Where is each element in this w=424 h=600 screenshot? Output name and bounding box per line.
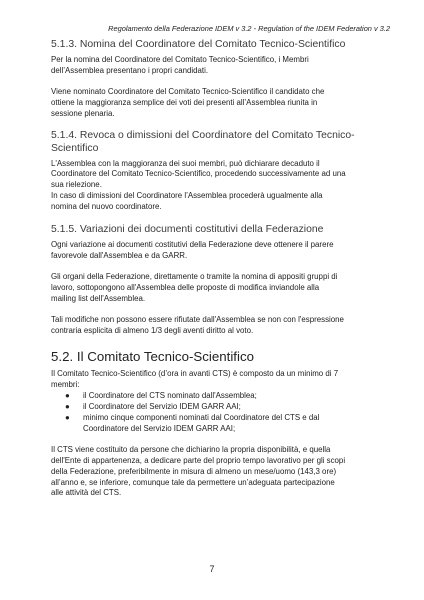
paragraph xyxy=(51,445,373,500)
text-line: Tali modifiche non possono essere rifiutate dall'Assemblea se non con l'espressione xyxy=(51,314,344,324)
section-5-1-3 xyxy=(51,38,373,120)
bullet-list xyxy=(51,391,373,435)
text-line: il Coordinatore del CTS nominato dall'Assemblea; xyxy=(83,391,257,401)
text-line: contraria esplicita di almeno 1/3 degli aventi diritto al voto. xyxy=(51,325,254,335)
text-line: sua rielezione. xyxy=(51,180,102,190)
text-line: Gli organi della Federazione, direttamente o tramite la nomina di appositi gruppi di xyxy=(51,271,338,281)
text-line: Viene nominato Coordinatore del Comitato Tecnico-Scientifico il candidato che xyxy=(51,86,325,96)
text-line: sessione plenaria. xyxy=(51,108,115,118)
paragraph xyxy=(51,159,373,214)
text-line: Coordinatore del Comitato Tecnico-Scientifico, procedendo successivamente ad una xyxy=(51,169,346,179)
text-line: Per la nomina del Coordinatore del Comitato Tecnico-Scientifico, i Membri xyxy=(51,55,309,64)
text-line: nomina del nuovo coordinatore. xyxy=(51,202,162,212)
heading-line: 5.1.4. Revoca o dimissioni del Coordinatore del Comitato Tecnico- xyxy=(51,129,355,141)
paragraph xyxy=(51,369,373,391)
bullet-icon: ● xyxy=(65,413,70,423)
text-line: dell’Assemblea presentano i propri candidati. xyxy=(51,65,209,75)
section-5-2 xyxy=(51,349,373,499)
text-line: all’anno e, se inferiore, comunque tale da permettere un’adeguata partecipazione xyxy=(51,477,335,487)
running-header: Regolamento della Federazione IDEM v 3.2 - Regulation of the IDEM Federation v 3.2 xyxy=(108,24,390,33)
list-item xyxy=(51,413,373,435)
paragraph xyxy=(51,240,373,262)
section-heading xyxy=(51,129,373,155)
text-line: della Federazione, preferibilmente in misura di almeno un mese/uomo (143,3 ore) xyxy=(51,466,337,476)
text-line: ottiene la maggioranza semplice dei voti dei presenti all’Assemblea riunita in xyxy=(51,97,318,107)
list-item xyxy=(51,402,373,413)
text-line: Coordinatore del Servizio IDEM GARR AAI; xyxy=(83,423,236,433)
text-line: dell'Ente di appartenenza, a dedicare parte del proprio tempo lavorativo per gli scopi xyxy=(51,455,346,465)
section-heading: 5.2. Il Comitato Tecnico-Scientifico xyxy=(51,349,254,365)
text-line: mailing list dell'Assemblea. xyxy=(51,293,146,303)
section-5-1-5 xyxy=(51,223,373,336)
text-line: membri: xyxy=(51,380,80,390)
heading-line: Scientifico xyxy=(51,142,99,154)
text-line: Ogni variazione ai documenti costitutivi della Federazione deve ottenere il parere xyxy=(51,240,334,250)
text-line: favorevole dall'Assemblea e da GARR. xyxy=(51,250,188,260)
page-number: 7 xyxy=(209,564,215,574)
text-line: alle attività del CTS. xyxy=(51,488,122,498)
paragraph xyxy=(51,272,373,305)
text-line: Il CTS viene costituito da persone che dichiarino la propria disponibilità, e quella xyxy=(51,444,331,454)
list-item xyxy=(51,391,373,402)
paragraph xyxy=(51,87,373,120)
section-heading: 5.1.5. Variazioni dei documenti costitutivi della Federazione xyxy=(51,224,324,236)
section-5-1-4 xyxy=(51,129,373,214)
bullet-icon: ● xyxy=(65,402,70,412)
page-content xyxy=(51,38,373,499)
text-line: il Coordinatore del Servizio IDEM GARR AAI; xyxy=(83,402,241,412)
bullet-icon: ● xyxy=(65,391,70,401)
paragraph xyxy=(51,315,373,337)
text-line: minimo cinque componenti nominati dal Coordinatore del CTS e dal xyxy=(83,413,320,423)
text-line: In caso di dimissioni del Coordinatore l’Assemblea procederà ugualmente alla xyxy=(51,191,323,201)
section-heading: 5.1.3. Nomina del Coordinatore del Comitato Tecnico-Scientifico xyxy=(51,39,346,50)
text-line: Il Comitato Tecnico-Scientifico (d’ora in avanti CTS) è composto da un minimo di 7 xyxy=(51,369,339,379)
paragraph xyxy=(51,55,373,77)
text-line: lavoro, sottopongono all'Assemblea delle proposte di modifica inviandole alla xyxy=(51,282,320,292)
text-line: L'Assemblea con la maggioranza dei suoi membri, può dichiarare decaduto il xyxy=(51,158,320,168)
